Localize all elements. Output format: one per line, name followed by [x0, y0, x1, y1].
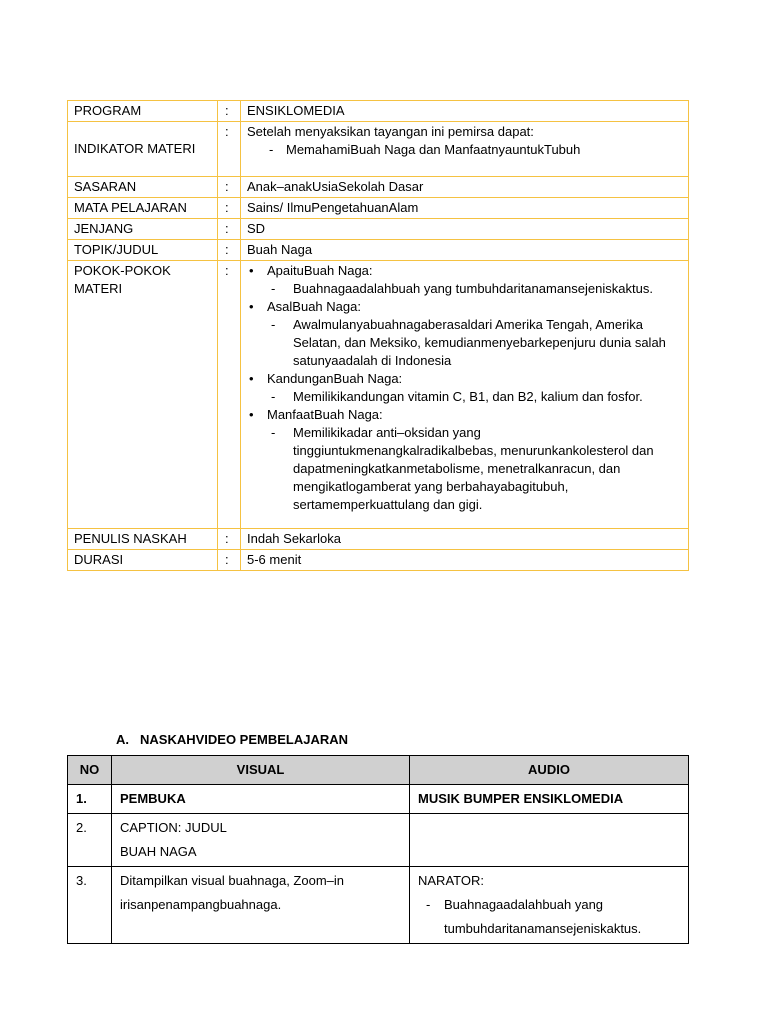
topik-value: Buah Naga [241, 240, 689, 261]
pokok-item-sub: Buahnagaadalahbuah yang tumbuhdaritanamansejeniskaktus. [293, 281, 653, 296]
row-audio-line: NARATOR: [418, 873, 484, 888]
table-row [68, 867, 689, 944]
penulis-value: Indah Sekarloka [241, 529, 689, 550]
program-info-table [67, 100, 689, 571]
dash-marker: - [271, 389, 276, 404]
row-audio-dash-item [418, 893, 680, 917]
mapel-label: MATA PELAJARAN [68, 198, 218, 219]
durasi-value: 5-6 menit [241, 550, 689, 571]
section-heading [116, 732, 348, 747]
row-visual-line: BUAH NAGA [120, 844, 197, 859]
pokok-item-sub: Memilikikadar anti–oksidan yang tinggiuntukmenangkalradikalbebas, menurunkankolesterol dan dapatmeningkatkanmetabolisme, menetralkanracun, dan mengikatlogamberat yang berbahayabagitubuh, sertamemperkuattulang dan gigi. [293, 425, 654, 512]
pokok-item-title: ApaituBuah Naga: [267, 263, 373, 278]
pokok-item-title: KandunganBuah Naga: [267, 371, 403, 386]
penulis-label: PENULIS NASKAH [68, 529, 218, 550]
pokok-list [247, 262, 682, 514]
pokok-label: POKOK-POKOK MATERI [68, 261, 218, 529]
pokok-item-sub: Memilikikandungan vitamin C, B1, dan B2, kalium dan fosfor. [293, 389, 643, 404]
sasaran-label: SASARAN [68, 177, 218, 198]
colon: : [218, 261, 241, 529]
indikator-text: Setelah menyaksikan tayangan ini pemirsa dapat: [247, 124, 534, 139]
header-audio: AUDIO [410, 756, 689, 785]
colon: : [218, 529, 241, 550]
row-number: 3. [68, 867, 112, 944]
jenjang-value: SD [241, 219, 689, 240]
program-value: ENSIKLOMEDIA [241, 101, 689, 122]
row-number: 1. [68, 785, 112, 814]
pokok-item [247, 262, 682, 298]
pokok-item-title: AsalBuah Naga: [267, 299, 361, 314]
header-visual: VISUAL [112, 756, 410, 785]
indikator-value [241, 122, 689, 177]
colon: : [218, 198, 241, 219]
dash-marker: - [271, 317, 276, 332]
bullet-icon: • [249, 407, 254, 422]
colon: : [218, 122, 241, 177]
row-visual-line: irisanpenampangbuahnaga. [120, 897, 282, 912]
dash-marker: - [271, 281, 276, 296]
colon: : [218, 177, 241, 198]
topik-label: TOPIK/JUDUL [68, 240, 218, 261]
script-table [67, 755, 689, 944]
dash-marker: - [271, 425, 276, 440]
row-audio-line: tumbuhdaritanamansejeniskaktus. [444, 921, 642, 936]
script-header-row [68, 756, 689, 785]
colon: : [218, 219, 241, 240]
bullet-icon: • [249, 263, 254, 278]
pokok-item-title: ManfaatBuah Naga: [267, 407, 383, 422]
pokok-item-sub: Awalmulanyabuahnagaberasaldari Amerika Tengah, Amerika Selatan, dan Meksiko, kemudianmenyebarkepenjuru dunia salah satunyaadalah di Indonesia [293, 317, 666, 368]
header-no: NO [68, 756, 112, 785]
colon: : [218, 240, 241, 261]
indikator-sub-item [247, 141, 682, 159]
colon: : [218, 101, 241, 122]
jenjang-label: JENJANG [68, 219, 218, 240]
program-label: PROGRAM [68, 101, 218, 122]
table-row [68, 814, 689, 867]
indikator-label: INDIKATOR MATERI [68, 122, 218, 177]
sasaran-value: Anak–anakUsiaSekolah Dasar [241, 177, 689, 198]
pokok-item [247, 406, 682, 514]
dash-marker: - [426, 897, 431, 912]
bullet-icon: • [249, 371, 254, 386]
dash-marker: - [269, 142, 274, 157]
pokok-item [247, 298, 682, 370]
section-title: NASKAHVIDEO PEMBELAJARAN [140, 732, 349, 747]
pokok-item [247, 370, 682, 406]
row-audio [410, 814, 689, 867]
row-audio [410, 867, 689, 944]
row-audio: MUSIK BUMPER ENSIKLOMEDIA [410, 785, 689, 814]
section-number: A. [116, 732, 129, 747]
bullet-icon: • [249, 299, 254, 314]
mapel-value: Sains/ IlmuPengetahuanAlam [241, 198, 689, 219]
row-visual [112, 814, 410, 867]
durasi-label: DURASI [68, 550, 218, 571]
colon: : [218, 550, 241, 571]
pokok-value [241, 261, 689, 529]
row-visual: PEMBUKA [112, 785, 410, 814]
row-visual-line: Ditampilkan visual buahnaga, Zoom–in [120, 873, 345, 888]
table-row [68, 785, 689, 814]
row-audio-line: Buahnagaadalahbuah yang [444, 897, 604, 912]
row-visual-line: CAPTION: JUDUL [120, 820, 227, 835]
row-number: 2. [68, 814, 112, 867]
row-visual [112, 867, 410, 944]
indikator-sub-text: MemahamiBuah Naga dan ManfaatnyauntukTubuh [286, 142, 581, 157]
